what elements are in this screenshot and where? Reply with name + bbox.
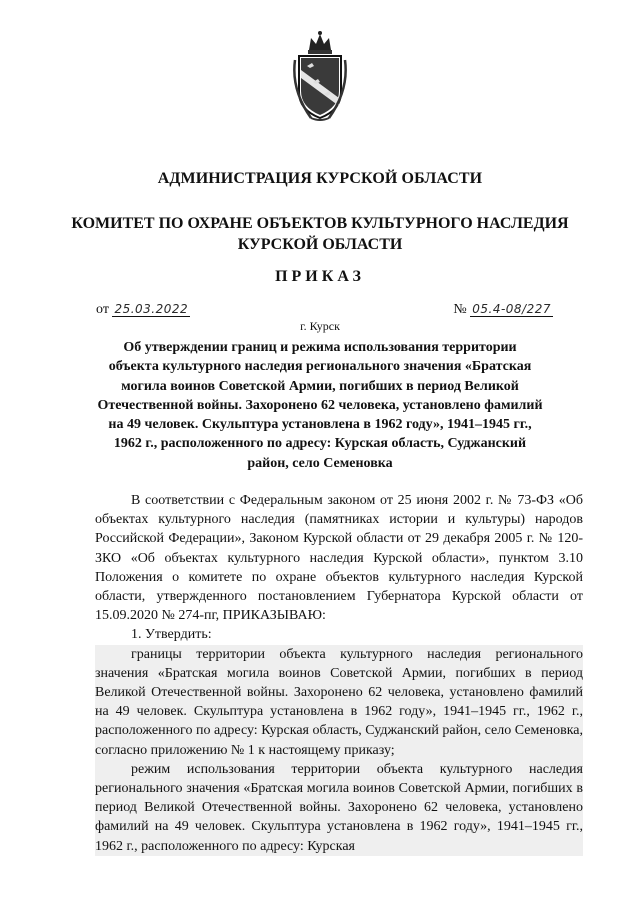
date-value: 25.03.2022: [114, 302, 189, 316]
coat-of-arms-icon: [291, 30, 349, 122]
order-title: ПРИКАЗ: [275, 268, 365, 285]
body-item-1: 1. Утвердить:: [131, 627, 212, 643]
subject-line: на 49 человек. Скульптура установлена в 1962 году», 1941–1945 гг.,: [108, 417, 532, 433]
body-paragraph-boundaries: границы территории объекта культурного наследия регионального значения «Братская могила воинов Советской Армии, погибших в период Великой Отечественной войны. Захоронено 62 человека, установлено фамилий на 49 человек. Скульптура установлена в 1962 году», 1941–1945 гг., 1962 г., расположенного по адресу: Курская область, Суджанский район, село Семеновка, согласно приложению № 1 к настоящему приказу;: [95, 645, 583, 760]
order-body: [95, 491, 583, 856]
number-value: 05.4-08/227: [472, 302, 551, 316]
administration-heading: АДМИНИСТРАЦИЯ КУРСКОЙ ОБЛАСТИ: [157, 170, 483, 187]
committee-heading-line1: КОМИТЕТ ПО ОХРАНЕ ОБЪЕКТОВ КУЛЬТУРНОГО НАСЛЕДИЯ: [71, 215, 569, 232]
number-prefix: №: [453, 302, 467, 317]
subject-line: объекта культурного наследия регионального значения «Братская: [108, 359, 532, 375]
subject-line: Отечественной войны. Захоронено 62 человека, установлено фамилий: [97, 397, 543, 413]
city-label: г. Курск: [300, 319, 340, 333]
body-paragraph-preamble: В соответствии с Федеральным законом от 25 июня 2002 г. № 73-ФЗ «Об объектах культурного наследия (памятниках истории и культуры) народов Российской Федерации», Законом Курской области от 29 декабря 2005 г. № 120-ЗКО «Об объектах культурного наследия Курской области», пунктом 3.10 Положения о комитете по охране объектов культурного наследия Курской области, утвержденного постановлением Губернатора Курской области от 15.09.2020 № 274-пг, ПРИКАЗЫВАЮ:: [95, 493, 583, 624]
subject-line: район, село Семеновка: [247, 455, 393, 471]
order-subject: [95, 338, 545, 473]
order-date: [96, 302, 190, 318]
order-number: [453, 302, 553, 318]
subject-line: могила воинов Советской Армии, погибших в период Великой: [121, 378, 519, 394]
body-paragraph-regime: режим использования территории объекта культурного наследия регионального значения «Братская могила воинов Советской Армии, погибших в период Великой Отечественной войны. Захоронено 62 человека, установлено фамилий на 49 человек. Скульптура установлена в 1962 году», 1941–1945 гг., 1962 г., расположенного по адресу: Курская: [95, 760, 583, 856]
committee-heading: [0, 213, 640, 255]
date-prefix: от: [96, 302, 109, 317]
committee-heading-line2: КУРСКОЙ ОБЛАСТИ: [237, 236, 403, 253]
subject-line: Об утверждении границ и режима использования территории: [123, 340, 517, 355]
subject-line: 1962 г., расположенного по адресу: Курская область, Суджанский: [113, 436, 527, 452]
